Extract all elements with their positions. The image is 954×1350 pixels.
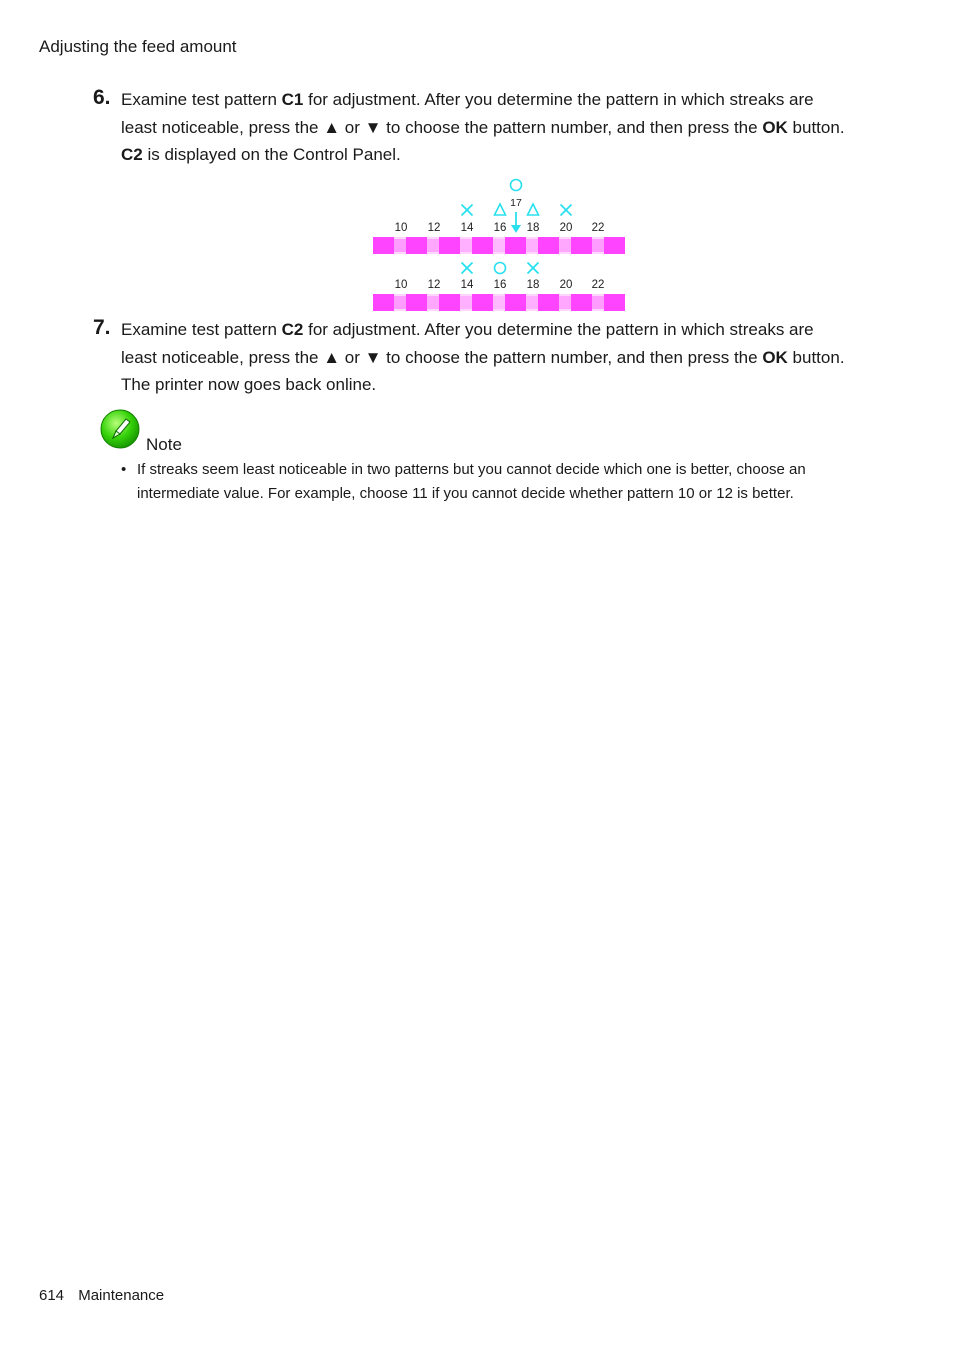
pattern-gap: [592, 296, 604, 309]
pattern-block: [406, 294, 427, 311]
note-text: [137, 458, 877, 505]
step-line: C2 is displayed on the Control Panel.: [121, 145, 401, 164]
pattern-gap: [526, 239, 538, 252]
selected-circle-mark: [511, 180, 522, 191]
cross-mark: [462, 205, 473, 216]
pattern-block: [505, 237, 526, 254]
pencil-note-icon: [99, 408, 141, 450]
step-number: 6.: [93, 86, 111, 109]
pattern-number: 22: [591, 222, 605, 234]
pattern-block: [538, 237, 559, 254]
page-number: 614: [39, 1287, 65, 1304]
bold-term: OK: [762, 117, 788, 137]
pattern-block: [373, 237, 394, 254]
step-number: 7.: [93, 316, 111, 339]
footer-section: Maintenance: [78, 1287, 165, 1304]
pattern-gap: [493, 296, 505, 309]
note-label: Note: [146, 435, 182, 454]
pattern-gap: [559, 239, 571, 252]
bold-term: C1: [281, 90, 304, 109]
pattern-number: 16: [493, 279, 507, 291]
pattern-gap: [526, 296, 538, 309]
pattern-number: 18: [526, 222, 540, 234]
pattern-number: 14: [460, 222, 474, 234]
pattern-block: [604, 237, 625, 254]
bullet: •: [121, 461, 127, 478]
pattern-block: [472, 294, 493, 311]
bold-term: C2: [281, 320, 304, 339]
pattern-number: 14: [460, 279, 474, 291]
pattern-number: 10: [394, 222, 408, 234]
pattern-gap: [394, 239, 406, 252]
pattern-block: [571, 237, 592, 254]
pattern-block: [571, 294, 592, 311]
triangle-mark: [528, 204, 539, 215]
pattern-gap: [394, 296, 406, 309]
pattern-number: 20: [559, 279, 573, 291]
selected-pattern-label: 17: [510, 197, 522, 209]
pattern-block: [439, 237, 460, 254]
pattern-gap: [460, 239, 472, 252]
step-text: [121, 316, 891, 399]
circle-mark: [495, 263, 506, 274]
step-line: Examine test pattern C2 for adjustment. After you determine the pattern in which streaks are: [121, 320, 814, 339]
pattern-block: [472, 237, 493, 254]
cross-mark: [561, 205, 572, 216]
pattern-block: [406, 237, 427, 254]
pattern-gap: [427, 296, 439, 309]
pattern-gap: [493, 239, 505, 252]
step-text: [121, 86, 891, 169]
pattern-gap: [427, 239, 439, 252]
pattern-block: [538, 294, 559, 311]
triangle-mark: [495, 204, 506, 215]
pattern-number: 10: [394, 279, 408, 291]
page-header-title: Adjusting the feed amount: [39, 37, 237, 56]
pattern-gap: [559, 296, 571, 309]
pattern-block: [505, 294, 526, 311]
note-line: intermediate value. For example, choose 11 if you cannot decide whether pattern 10 or 12 is better.: [137, 484, 794, 502]
pattern-number: 18: [526, 279, 540, 291]
step-line: least noticeable, press the ▲ or ▼ to choose the pattern number, and then press the OK button.: [121, 117, 845, 137]
page-footer: [39, 1287, 164, 1304]
pattern-gap: [460, 296, 472, 309]
cross-mark: [528, 263, 539, 274]
pattern-block: [439, 294, 460, 311]
pattern-number: 22: [591, 279, 605, 291]
cross-mark: [462, 263, 473, 274]
pattern-block: [373, 294, 394, 311]
test-pattern-figure: [370, 174, 628, 314]
pattern-gap: [592, 239, 604, 252]
step-line: The printer now goes back online.: [121, 375, 377, 394]
selected-arrow-head: [511, 225, 521, 233]
note-line: If streaks seem least noticeable in two patterns but you cannot decide which one is better, choose an: [137, 461, 806, 478]
pattern-number: 12: [427, 222, 441, 234]
pattern-number: 16: [493, 222, 507, 234]
bold-term: C2: [121, 145, 143, 164]
pattern-number: 12: [427, 279, 441, 291]
pattern-number: 20: [559, 222, 573, 234]
step-line: least noticeable, press the ▲ or ▼ to choose the pattern number, and then press the OK button.: [121, 347, 845, 367]
pattern-block: [604, 294, 625, 311]
step-line: Examine test pattern C1 for adjustment. After you determine the pattern in which streaks are: [121, 90, 814, 109]
bold-term: OK: [762, 347, 788, 367]
